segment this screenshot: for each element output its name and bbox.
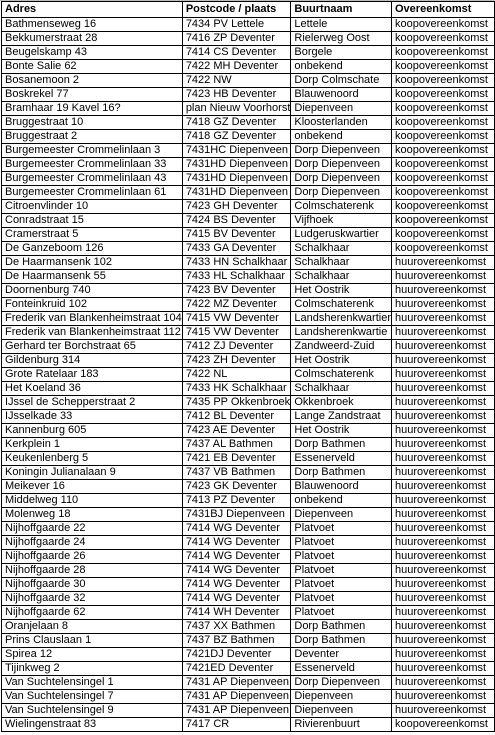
cell-postcode-plaats[interactable]: 7416 ZP Deventer bbox=[182, 32, 291, 46]
cell-overeenkomst[interactable]: huurovereenkomst bbox=[392, 410, 495, 424]
cell-postcode-plaats[interactable]: 7414 CS Deventer bbox=[182, 46, 291, 60]
cell-adres[interactable]: IJsselkade 33 bbox=[2, 410, 183, 424]
cell-overeenkomst[interactable]: huurovereenkomst bbox=[392, 494, 495, 508]
cell-postcode-plaats[interactable]: 7423 AE Deventer bbox=[182, 424, 291, 438]
table-row bbox=[2, 606, 495, 620]
cell-buurtnaam[interactable]: Landsherenkwartier bbox=[291, 312, 392, 326]
cell-buurtnaam[interactable]: Diepenveen bbox=[291, 102, 392, 116]
cell-adres[interactable]: Citroenvlinder 10 bbox=[2, 200, 183, 214]
cell-buurtnaam[interactable]: Dorp Bathmen bbox=[291, 634, 392, 648]
cell-postcode-plaats[interactable]: 7412 BL Deventer bbox=[182, 410, 291, 424]
cell-postcode-plaats[interactable]: 7431HD Diepenveen bbox=[182, 172, 291, 186]
cell-adres[interactable]: Meikever 16 bbox=[2, 480, 183, 494]
cell-adres[interactable]: Nijhoffgaarde 32 bbox=[2, 592, 183, 606]
cell-adres[interactable]: Oranjelaan 8 bbox=[2, 620, 183, 634]
cell-adres[interactable]: De Haarmansenk 102 bbox=[2, 256, 183, 270]
cell-overeenkomst[interactable]: koopovereenkomst bbox=[392, 102, 495, 116]
cell-postcode-plaats[interactable]: 7418 GZ Deventer bbox=[182, 130, 291, 144]
cell-buurtnaam[interactable]: Essenerveld bbox=[291, 662, 392, 676]
cell-overeenkomst[interactable]: huurovereenkomst bbox=[392, 382, 495, 396]
cell-postcode-plaats[interactable]: 7423 ZH Deventer bbox=[182, 354, 291, 368]
cell-buurtnaam[interactable]: Ludgeruskwartier bbox=[291, 228, 392, 242]
table-row bbox=[2, 704, 495, 718]
table-row bbox=[2, 508, 495, 522]
cell-overeenkomst[interactable]: koopovereenkomst bbox=[392, 186, 495, 200]
cell-buurtnaam[interactable]: onbekend bbox=[291, 130, 392, 144]
cell-adres[interactable]: Fonteinkruid 102 bbox=[2, 298, 183, 312]
cell-buurtnaam[interactable]: Dorp Bathmen bbox=[291, 438, 392, 452]
cell-overeenkomst[interactable]: koopovereenkomst bbox=[392, 144, 495, 158]
cell-postcode-plaats[interactable]: 7422 MZ Deventer bbox=[182, 298, 291, 312]
cell-adres[interactable]: Molenweg 18 bbox=[2, 508, 183, 522]
cell-postcode-plaats[interactable]: 7414 WG Deventer bbox=[182, 536, 291, 550]
cell-buurtnaam[interactable]: Blauwenoord bbox=[291, 88, 392, 102]
table-row bbox=[2, 270, 495, 284]
cell-overeenkomst[interactable]: koopovereenkomst bbox=[392, 88, 495, 102]
cell-adres[interactable]: Bathmenseweg 16 bbox=[2, 18, 183, 32]
cell-overeenkomst[interactable]: koopovereenkomst bbox=[392, 214, 495, 228]
cell-adres[interactable]: Burgemeester Crommelinlaan 43 bbox=[2, 172, 183, 186]
cell-buurtnaam[interactable]: Het Oostrik bbox=[291, 354, 392, 368]
cell-postcode-plaats[interactable]: 7437 BZ Bathmen bbox=[182, 634, 291, 648]
cell-postcode-plaats[interactable]: 7414 WH Deventer bbox=[182, 606, 291, 620]
cell-overeenkomst[interactable]: koopovereenkomst bbox=[392, 158, 495, 172]
cell-adres[interactable]: De Haarmansenk 55 bbox=[2, 270, 183, 284]
cell-overeenkomst[interactable]: huurovereenkomst bbox=[392, 606, 495, 620]
table-row bbox=[2, 326, 495, 340]
cell-postcode-plaats[interactable]: 7422 NW bbox=[182, 74, 291, 88]
address-table-body bbox=[2, 2, 495, 732]
cell-buurtnaam[interactable]: Platvoet bbox=[291, 578, 392, 592]
cell-buurtnaam[interactable]: Dorp Bathmen bbox=[291, 466, 392, 480]
cell-postcode-plaats[interactable]: 7437 AL Bathmen bbox=[182, 438, 291, 452]
table-row bbox=[2, 172, 495, 186]
cell-overeenkomst[interactable]: koopovereenkomst bbox=[392, 46, 495, 60]
cell-overeenkomst[interactable]: huurovereenkomst bbox=[392, 326, 495, 340]
cell-buurtnaam[interactable]: Rielerweg Oost bbox=[291, 32, 392, 46]
table-row bbox=[2, 578, 495, 592]
cell-buurtnaam[interactable]: Colmschaterenk bbox=[291, 368, 392, 382]
cell-adres[interactable]: Het Koeland 36 bbox=[2, 382, 183, 396]
cell-adres[interactable]: Doornenburg 740 bbox=[2, 284, 183, 298]
cell-overeenkomst[interactable]: huurovereenkomst bbox=[392, 634, 495, 648]
cell-postcode-plaats[interactable]: 7435 PP Okkenbroek bbox=[182, 396, 291, 410]
table-row bbox=[2, 368, 495, 382]
table-row bbox=[2, 438, 495, 452]
table-row bbox=[2, 256, 495, 270]
cell-buurtnaam[interactable]: Dorp Colmschate bbox=[291, 74, 392, 88]
cell-buurtnaam[interactable]: Colmschaterenk bbox=[291, 298, 392, 312]
cell-overeenkomst[interactable]: huurovereenkomst bbox=[392, 676, 495, 690]
cell-buurtnaam[interactable]: Deventer bbox=[291, 648, 392, 662]
cell-postcode-plaats[interactable]: 7421ED Deventer bbox=[182, 662, 291, 676]
cell-postcode-plaats[interactable]: 7431HD Diepenveen bbox=[182, 186, 291, 200]
cell-overeenkomst[interactable]: huurovereenkomst bbox=[392, 298, 495, 312]
cell-overeenkomst[interactable]: koopovereenkomst bbox=[392, 116, 495, 130]
cell-buurtnaam[interactable]: Diepenveen bbox=[291, 508, 392, 522]
cell-adres[interactable]: Bruggestraat 10 bbox=[2, 116, 183, 130]
cell-overeenkomst[interactable]: koopovereenkomst bbox=[392, 172, 495, 186]
cell-adres[interactable]: Nijhoffgaarde 26 bbox=[2, 550, 183, 564]
cell-buurtnaam[interactable]: Schalkhaar bbox=[291, 256, 392, 270]
cell-postcode-plaats[interactable]: 7424 BS Deventer bbox=[182, 214, 291, 228]
table-row bbox=[2, 186, 495, 200]
cell-postcode-plaats[interactable]: 7414 WG Deventer bbox=[182, 522, 291, 536]
table-row bbox=[2, 564, 495, 578]
cell-overeenkomst[interactable]: koopovereenkomst bbox=[392, 18, 495, 32]
cell-adres[interactable]: Nijhoffgaarde 24 bbox=[2, 536, 183, 550]
cell-postcode-plaats[interactable]: 7415 VW Deventer bbox=[182, 312, 291, 326]
cell-buurtnaam[interactable]: Vijfhoek bbox=[291, 214, 392, 228]
table-row bbox=[2, 452, 495, 466]
cell-adres[interactable]: Bruggestraat 2 bbox=[2, 130, 183, 144]
column-header-postcode-plaats[interactable]: Postcode / plaats bbox=[182, 2, 291, 18]
cell-overeenkomst[interactable]: huurovereenkomst bbox=[392, 480, 495, 494]
cell-overeenkomst[interactable]: huurovereenkomst bbox=[392, 452, 495, 466]
cell-overeenkomst[interactable]: koopovereenkomst bbox=[392, 32, 495, 46]
cell-overeenkomst[interactable]: huurovereenkomst bbox=[392, 340, 495, 354]
cell-buurtnaam[interactable]: Dorp Bathmen bbox=[291, 620, 392, 634]
table-row bbox=[2, 228, 495, 242]
table-row bbox=[2, 620, 495, 634]
cell-buurtnaam[interactable]: Platvoet bbox=[291, 550, 392, 564]
table-row bbox=[2, 494, 495, 508]
cell-buurtnaam[interactable]: Lettele bbox=[291, 18, 392, 32]
table-row bbox=[2, 424, 495, 438]
cell-postcode-plaats[interactable]: 7431 AP Diepenveen bbox=[182, 676, 291, 690]
cell-overeenkomst[interactable]: huurovereenkomst bbox=[392, 522, 495, 536]
cell-overeenkomst[interactable]: huurovereenkomst bbox=[392, 550, 495, 564]
table-row bbox=[2, 298, 495, 312]
cell-adres[interactable]: Beugelskamp 43 bbox=[2, 46, 183, 60]
cell-adres[interactable]: Nijhoffgaarde 28 bbox=[2, 564, 183, 578]
cell-adres[interactable]: Burgemeester Crommelinlaan 33 bbox=[2, 158, 183, 172]
cell-buurtnaam[interactable]: Kloosterlanden bbox=[291, 116, 392, 130]
cell-postcode-plaats[interactable]: 7414 WG Deventer bbox=[182, 550, 291, 564]
cell-adres[interactable]: Conradstraat 15 bbox=[2, 214, 183, 228]
column-header-overeenkomst[interactable]: Overeenkomst bbox=[392, 2, 495, 18]
cell-overeenkomst[interactable]: huurovereenkomst bbox=[392, 690, 495, 704]
cell-buurtnaam[interactable]: Okkenbroek bbox=[291, 396, 392, 410]
table-row bbox=[2, 74, 495, 88]
cell-overeenkomst[interactable]: huurovereenkomst bbox=[392, 592, 495, 606]
cell-adres[interactable]: Wielingenstraat 83 bbox=[2, 718, 183, 732]
table-row bbox=[2, 396, 495, 410]
table-row bbox=[2, 536, 495, 550]
cell-postcode-plaats[interactable]: 7433 HK Schalkhaar bbox=[182, 382, 291, 396]
cell-adres[interactable]: Bekkumerstraat 28 bbox=[2, 32, 183, 46]
cell-buurtnaam[interactable]: Colmschaterenk bbox=[291, 200, 392, 214]
cell-postcode-plaats[interactable]: 7421DJ Deventer bbox=[182, 648, 291, 662]
column-header-buurtnaam[interactable]: Buurtnaam bbox=[291, 2, 392, 18]
cell-overeenkomst[interactable]: huurovereenkomst bbox=[392, 270, 495, 284]
cell-adres[interactable]: Frederik van Blankenheimstraat 112 bbox=[2, 326, 183, 340]
cell-postcode-plaats[interactable]: 7414 WG Deventer bbox=[182, 592, 291, 606]
cell-buurtnaam[interactable]: Platvoet bbox=[291, 564, 392, 578]
cell-overeenkomst[interactable]: huurovereenkomst bbox=[392, 648, 495, 662]
cell-adres[interactable]: Nijhoffgaarde 22 bbox=[2, 522, 183, 536]
table-row bbox=[2, 690, 495, 704]
table-row bbox=[2, 648, 495, 662]
cell-postcode-plaats[interactable]: 7434 PV Lettele bbox=[182, 18, 291, 32]
cell-overeenkomst[interactable]: huurovereenkomst bbox=[392, 508, 495, 522]
cell-postcode-plaats[interactable]: 7414 WG Deventer bbox=[182, 564, 291, 578]
cell-overeenkomst[interactable]: huurovereenkomst bbox=[392, 536, 495, 550]
cell-buurtnaam[interactable]: onbekend bbox=[291, 494, 392, 508]
cell-postcode-plaats[interactable]: 7412 ZJ Deventer bbox=[182, 340, 291, 354]
header-row bbox=[2, 2, 495, 18]
cell-buurtnaam[interactable]: Dorp Diepenveen bbox=[291, 144, 392, 158]
table-row bbox=[2, 284, 495, 298]
cell-overeenkomst[interactable]: huurovereenkomst bbox=[392, 620, 495, 634]
cell-postcode-plaats[interactable]: 7431BJ Diepenveen bbox=[182, 508, 291, 522]
cell-postcode-plaats[interactable]: 7423 GH Deventer bbox=[182, 200, 291, 214]
cell-adres[interactable]: Van Suchtelensingel 1 bbox=[2, 676, 183, 690]
cell-overeenkomst[interactable]: huurovereenkomst bbox=[392, 438, 495, 452]
table-row bbox=[2, 550, 495, 564]
cell-adres[interactable]: Cramerstraat 5 bbox=[2, 228, 183, 242]
table-row bbox=[2, 116, 495, 130]
cell-adres[interactable]: De Ganzeboom 126 bbox=[2, 242, 183, 256]
cell-buurtnaam[interactable]: Diepenveen bbox=[291, 704, 392, 718]
cell-overeenkomst[interactable]: koopovereenkomst bbox=[392, 130, 495, 144]
cell-overeenkomst[interactable]: koopovereenkomst bbox=[392, 60, 495, 74]
cell-overeenkomst[interactable]: huurovereenkomst bbox=[392, 396, 495, 410]
cell-adres[interactable]: Grote Ratelaar 183 bbox=[2, 368, 183, 382]
cell-buurtnaam[interactable]: Dorp Diepenveen bbox=[291, 676, 392, 690]
cell-postcode-plaats[interactable]: 7437 XX Bathmen bbox=[182, 620, 291, 634]
cell-adres[interactable]: Gerhard ter Borchstraat 65 bbox=[2, 340, 183, 354]
cell-postcode-plaats[interactable]: 7418 GZ Deventer bbox=[182, 116, 291, 130]
cell-postcode-plaats[interactable]: 7431HC Diepenveen bbox=[182, 144, 291, 158]
cell-buurtnaam[interactable]: Schalkhaar bbox=[291, 270, 392, 284]
cell-postcode-plaats[interactable]: 7413 PZ Deventer bbox=[182, 494, 291, 508]
cell-buurtnaam[interactable]: Platvoet bbox=[291, 606, 392, 620]
table-row bbox=[2, 634, 495, 648]
table-row bbox=[2, 88, 495, 102]
cell-adres[interactable]: Bonte Salie 62 bbox=[2, 60, 183, 74]
cell-buurtnaam[interactable]: onbekend bbox=[291, 60, 392, 74]
column-header-adres[interactable]: Adres bbox=[2, 2, 183, 18]
cell-overeenkomst[interactable]: huurovereenkomst bbox=[392, 312, 495, 326]
cell-postcode-plaats[interactable]: 7433 GA Deventer bbox=[182, 242, 291, 256]
cell-postcode-plaats[interactable]: 7415 VW Deventer bbox=[182, 326, 291, 340]
cell-adres[interactable]: Burgemeester Crommelinlaan 61 bbox=[2, 186, 183, 200]
table-row bbox=[2, 466, 495, 480]
cell-postcode-plaats[interactable]: plan Nieuw Voorhorst bbox=[182, 102, 291, 116]
cell-overeenkomst[interactable]: huurovereenkomst bbox=[392, 466, 495, 480]
cell-postcode-plaats[interactable]: 7417 CR bbox=[182, 718, 291, 732]
table-row bbox=[2, 480, 495, 494]
table-row bbox=[2, 354, 495, 368]
cell-buurtnaam[interactable]: Blauwenoord bbox=[291, 480, 392, 494]
cell-postcode-plaats[interactable]: 7433 HN Schalkhaar bbox=[182, 256, 291, 270]
table-row bbox=[2, 718, 495, 732]
table-row bbox=[2, 662, 495, 676]
cell-buurtnaam[interactable]: Dorp Diepenveen bbox=[291, 158, 392, 172]
table-row bbox=[2, 592, 495, 606]
cell-postcode-plaats[interactable]: 7433 HL Schalkhaar bbox=[182, 270, 291, 284]
cell-adres[interactable]: Middelweg 110 bbox=[2, 494, 183, 508]
cell-adres[interactable]: Kerkplein 1 bbox=[2, 438, 183, 452]
table-row bbox=[2, 60, 495, 74]
cell-buurtnaam[interactable]: Platvoet bbox=[291, 592, 392, 606]
cell-adres[interactable]: Nijhoffgaarde 30 bbox=[2, 578, 183, 592]
address-table bbox=[1, 1, 495, 732]
cell-buurtnaam[interactable]: Het Oostrik bbox=[291, 424, 392, 438]
cell-overeenkomst[interactable]: huurovereenkomst bbox=[392, 256, 495, 270]
cell-adres[interactable]: Kannenburg 605 bbox=[2, 424, 183, 438]
table-row bbox=[2, 522, 495, 536]
cell-overeenkomst[interactable]: huurovereenkomst bbox=[392, 578, 495, 592]
cell-overeenkomst[interactable]: huurovereenkomst bbox=[392, 284, 495, 298]
cell-overeenkomst[interactable]: koopovereenkomst bbox=[392, 718, 495, 732]
cell-overeenkomst[interactable]: huurovereenkomst bbox=[392, 368, 495, 382]
table-row bbox=[2, 130, 495, 144]
cell-buurtnaam[interactable]: Platvoet bbox=[291, 522, 392, 536]
cell-overeenkomst[interactable]: huurovereenkomst bbox=[392, 354, 495, 368]
cell-adres[interactable]: Frederik van Blankenheimstraat 104 bbox=[2, 312, 183, 326]
cell-adres[interactable]: Bosanemoon 2 bbox=[2, 74, 183, 88]
cell-postcode-plaats[interactable]: 7414 WG Deventer bbox=[182, 578, 291, 592]
cell-postcode-plaats[interactable]: 7422 MH Deventer bbox=[182, 60, 291, 74]
cell-adres[interactable]: Keukenlenberg 5 bbox=[2, 452, 183, 466]
cell-adres[interactable]: Boskrekel 77 bbox=[2, 88, 183, 102]
table-row bbox=[2, 46, 495, 60]
table-row bbox=[2, 102, 495, 116]
cell-buurtnaam[interactable]: Dorp Diepenveen bbox=[291, 172, 392, 186]
cell-overeenkomst[interactable]: koopovereenkomst bbox=[392, 74, 495, 88]
table-row bbox=[2, 312, 495, 326]
cell-overeenkomst[interactable]: koopovereenkomst bbox=[392, 200, 495, 214]
table-row bbox=[2, 200, 495, 214]
cell-adres[interactable]: Spirea 12 bbox=[2, 648, 183, 662]
cell-buurtnaam[interactable]: Het Oostrik bbox=[291, 284, 392, 298]
cell-adres[interactable]: Koningin Julianalaan 9 bbox=[2, 466, 183, 480]
cell-overeenkomst[interactable]: huurovereenkomst bbox=[392, 704, 495, 718]
cell-buurtnaam[interactable]: Landsherenkwartie bbox=[291, 326, 392, 340]
cell-buurtnaam[interactable]: Essenerveld bbox=[291, 452, 392, 466]
cell-adres[interactable]: IJssel de Schepperstraat 2 bbox=[2, 396, 183, 410]
cell-adres[interactable]: Nijhoffgaarde 62 bbox=[2, 606, 183, 620]
cell-buurtnaam[interactable]: Diepenveen bbox=[291, 690, 392, 704]
table-row bbox=[2, 158, 495, 172]
cell-overeenkomst[interactable]: koopovereenkomst bbox=[392, 228, 495, 242]
cell-postcode-plaats[interactable]: 7423 BV Deventer bbox=[182, 284, 291, 298]
cell-overeenkomst[interactable]: huurovereenkomst bbox=[392, 424, 495, 438]
table-row bbox=[2, 676, 495, 690]
cell-buurtnaam[interactable]: Dorp Diepenveen bbox=[291, 186, 392, 200]
cell-postcode-plaats[interactable]: 7423 HB Deventer bbox=[182, 88, 291, 102]
cell-postcode-plaats[interactable]: 7437 VB Bathmen bbox=[182, 466, 291, 480]
cell-postcode-plaats[interactable]: 7423 GK Deventer bbox=[182, 480, 291, 494]
cell-adres[interactable]: Burgemeester Crommelinlaan 3 bbox=[2, 144, 183, 158]
table-row bbox=[2, 410, 495, 424]
cell-buurtnaam[interactable]: Rivierenbuurt bbox=[291, 718, 392, 732]
cell-buurtnaam[interactable]: Schalkhaar bbox=[291, 242, 392, 256]
cell-buurtnaam[interactable]: Platvoet bbox=[291, 536, 392, 550]
cell-overeenkomst[interactable]: koopovereenkomst bbox=[392, 242, 495, 256]
cell-buurtnaam[interactable]: Zandweerd-Zuid bbox=[291, 340, 392, 354]
cell-adres[interactable]: Bramhaar 19 Kavel 16? bbox=[2, 102, 183, 116]
table-row bbox=[2, 144, 495, 158]
cell-buurtnaam[interactable]: Lange Zandstraat bbox=[291, 410, 392, 424]
cell-postcode-plaats[interactable]: 7415 BV Deventer bbox=[182, 228, 291, 242]
table-row bbox=[2, 18, 495, 32]
cell-postcode-plaats[interactable]: 7431 AP Diepenveen bbox=[182, 690, 291, 704]
cell-postcode-plaats[interactable]: 7421 EB Deventer bbox=[182, 452, 291, 466]
cell-postcode-plaats[interactable]: 7431 AP Diepenveen bbox=[182, 704, 291, 718]
table-row bbox=[2, 242, 495, 256]
table-row bbox=[2, 32, 495, 46]
cell-adres[interactable]: Van Suchtelensingel 7 bbox=[2, 690, 183, 704]
table-row bbox=[2, 340, 495, 354]
cell-adres[interactable]: Prins Clauslaan 1 bbox=[2, 634, 183, 648]
cell-adres[interactable]: Gildenburg 314 bbox=[2, 354, 183, 368]
cell-postcode-plaats[interactable]: 7422 NL bbox=[182, 368, 291, 382]
cell-overeenkomst[interactable]: huurovereenkomst bbox=[392, 564, 495, 578]
cell-postcode-plaats[interactable]: 7431HD Diepenveen bbox=[182, 158, 291, 172]
cell-buurtnaam[interactable]: Schalkhaar bbox=[291, 382, 392, 396]
cell-adres[interactable]: Van Suchtelensingel 9 bbox=[2, 704, 183, 718]
table-row bbox=[2, 214, 495, 228]
cell-buurtnaam[interactable]: Borgele bbox=[291, 46, 392, 60]
table-row bbox=[2, 382, 495, 396]
cell-adres[interactable]: Tijinkweg 2 bbox=[2, 662, 183, 676]
cell-overeenkomst[interactable]: huurovereenkomst bbox=[392, 662, 495, 676]
